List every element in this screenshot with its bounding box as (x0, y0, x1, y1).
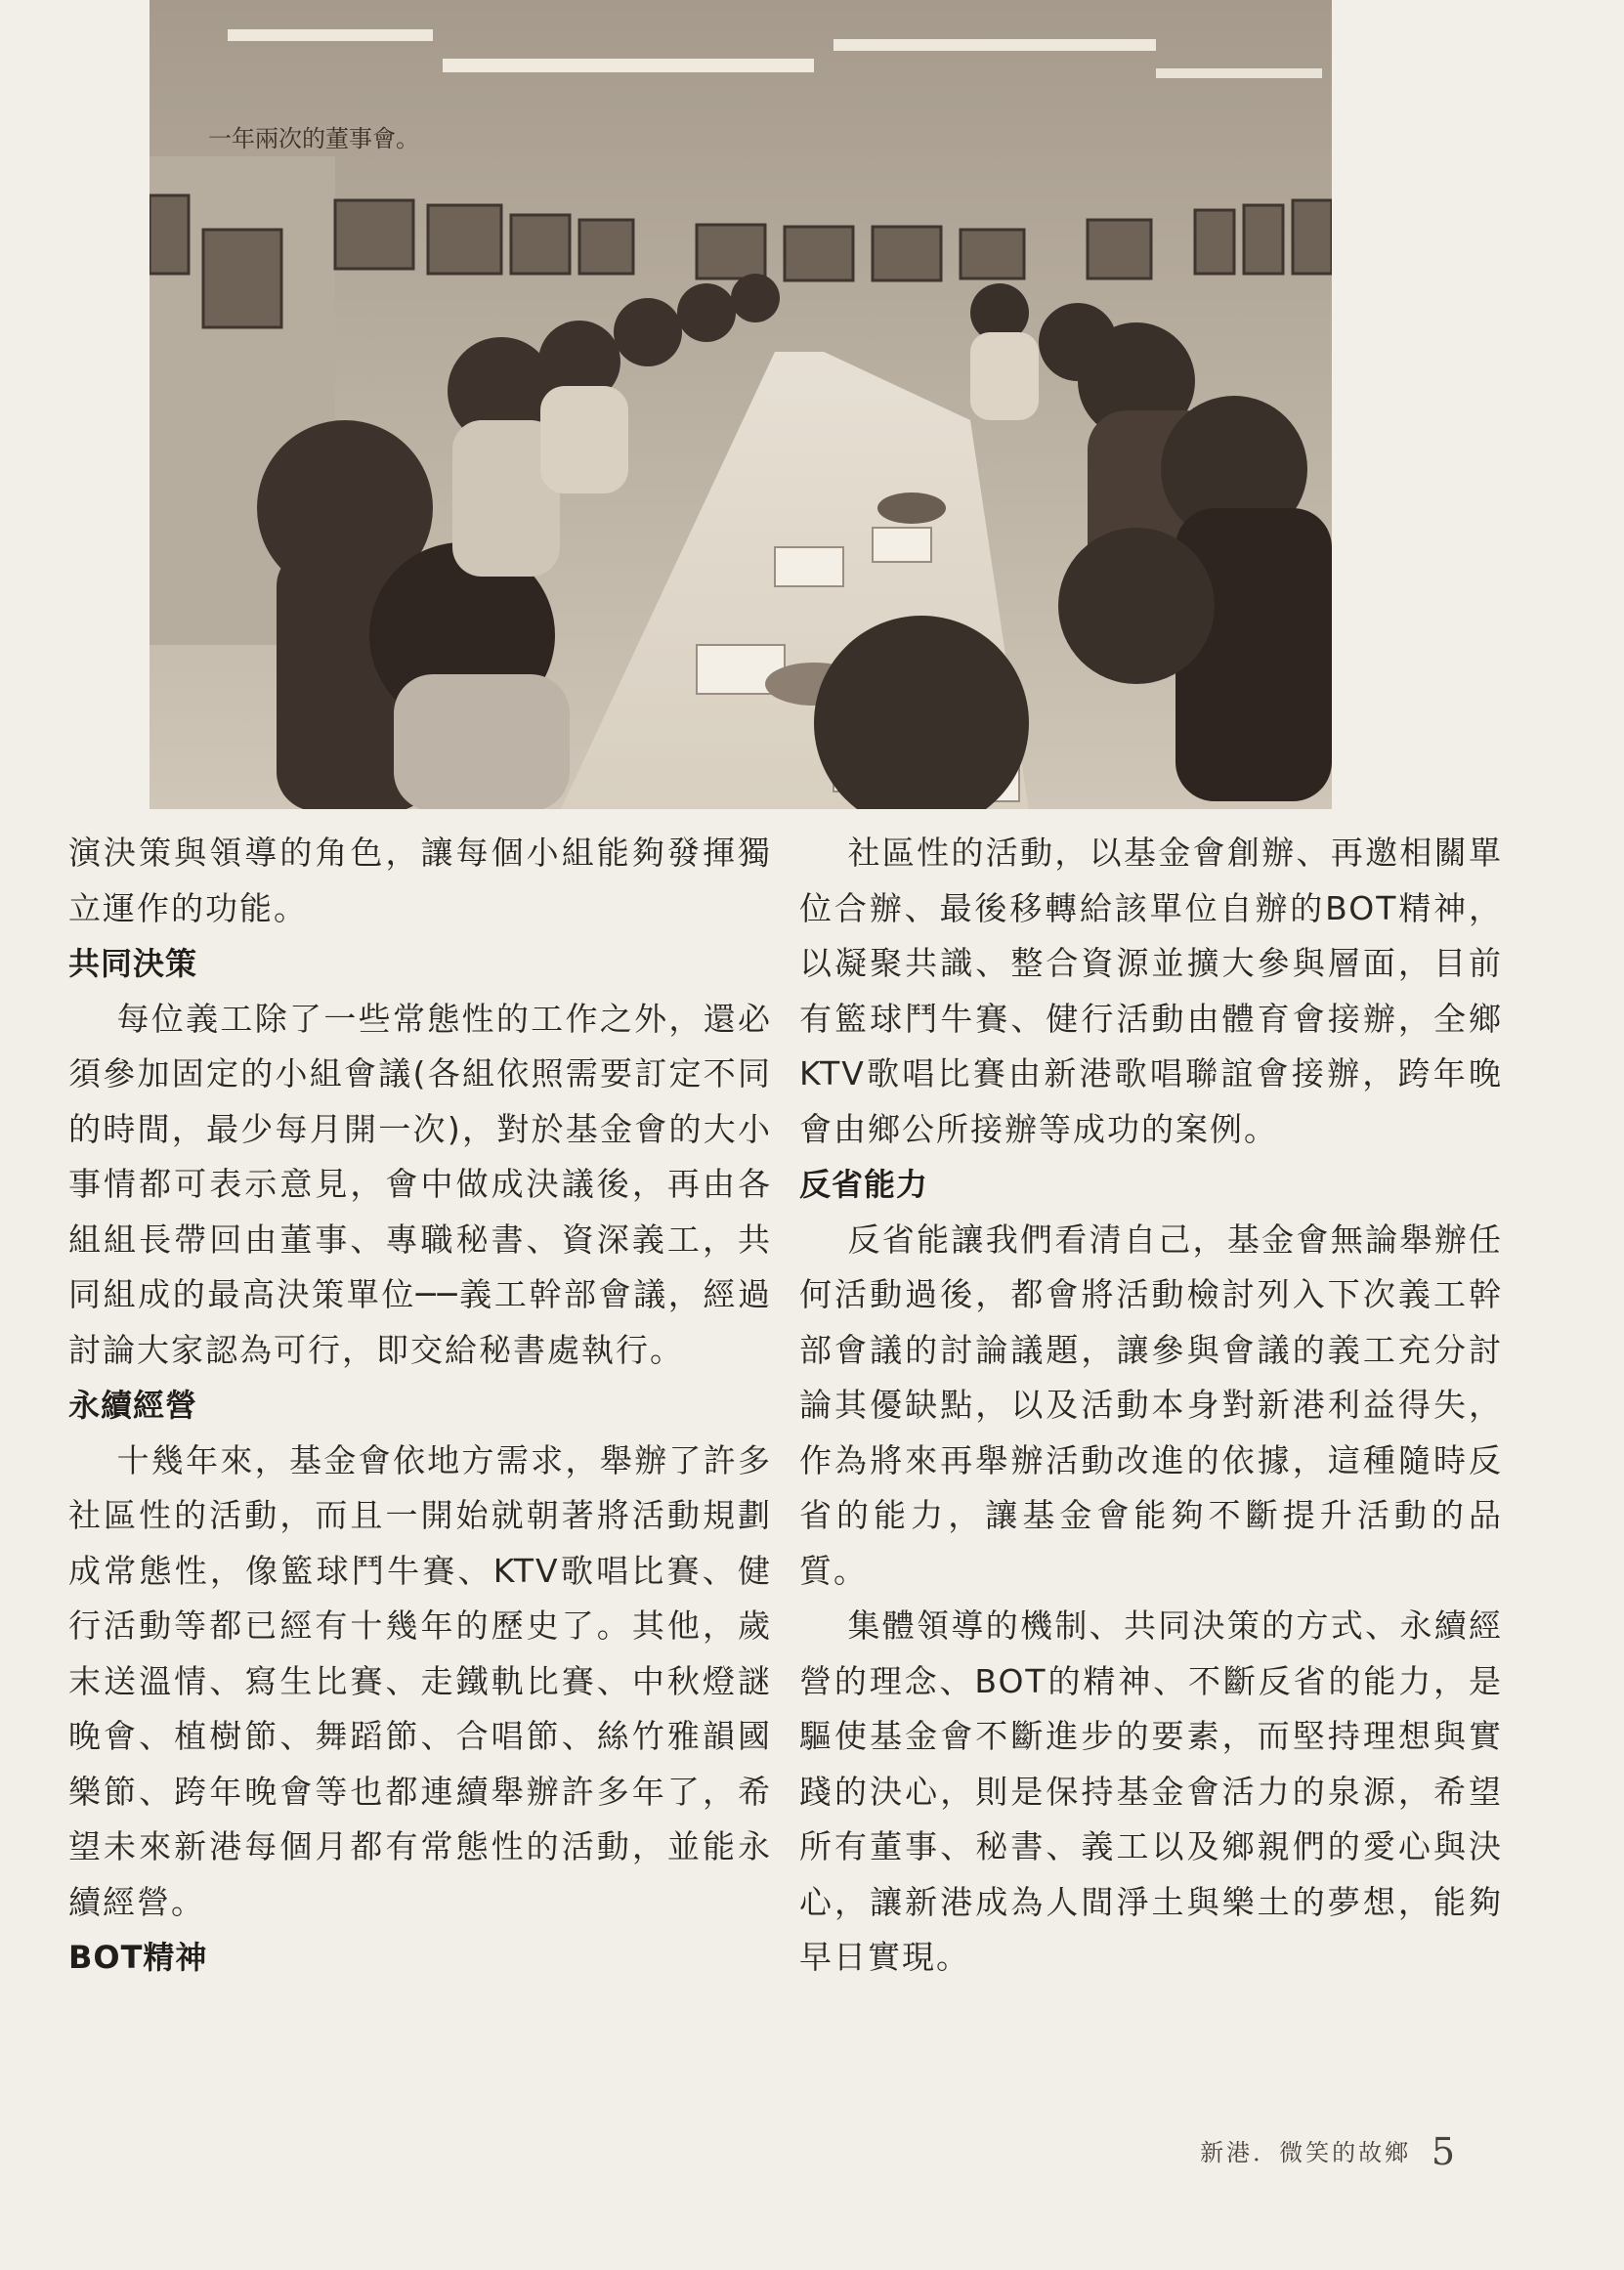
paragraph: 每位義工除了一些常態性的工作之外，還必須參加固定的小組會議(各組依照需要訂定不同的時間，最少每月開一次)，對於基金會的大小事情都可表示意見，會中做成決議後，再由各組組長帶回由董事、專職秘書、資深義工，共同組成的最高決策單位──義工幹部會議，經過討論大家認為可行，即交給秘書處執行。 (68, 999, 772, 1369)
paragraph: 十幾年來，基金會依地方需求，舉辦了許多社區性的活動，而且一開始就朝著將活動規劃成常態性，像籃球鬥牛賽、KTV歌唱比賽、健行活動等都已經有十幾年的歷史了。其他，歲末送溫情、寫生比賽、走鐵軌比賽、中秋燈謎晚會、植樹節、舞蹈節、合唱節、絲竹雅韻國樂節、跨年晚會等也都連續舉辦許多年了，希望未來新港每個月都有常態性的活動，並能永續經營。 (68, 1440, 772, 1921)
meeting-photo (150, 0, 1332, 809)
paragraph: 演決策與領導的角色，讓每個小組能夠發揮獨立運作的功能。 (68, 834, 772, 927)
photo-caption: 一年兩次的董事會。 (208, 125, 419, 152)
section-heading: BOT精神 (68, 1939, 208, 1976)
section-heading: 共同決策 (68, 945, 198, 982)
paragraph: 集體領導的機制、共同決策的方式、永續經營的理念、BOT的精神、不斷反省的能力，是驅使基金會不斷進步的要素，而堅持理想與實踐的決心，則是保持基金會活力的泉源，希望所有董事、秘書、義工以及鄉親們的愛心與決心，讓新港成為人間淨土與樂土的夢想，能夠早日實現。 (799, 1606, 1503, 1976)
paragraph: 反省能讓我們看清自己，基金會無論舉辦任何活動過後，都會將活動檢討列入下次義工幹部會議的討論議題，讓參與會議的義工充分討論其優缺點，以及活動本身對新港利益得失，作為將來再舉辦活動改進的依據，這種隨時反省的能力，讓基金會能夠不斷提升活動的品質。 (799, 1220, 1503, 1590)
footer-title: 新港．微笑的故鄉 (1200, 2139, 1412, 2166)
section-heading: 反省能力 (799, 1166, 929, 1203)
section-heading: 永續經營 (68, 1387, 198, 1424)
paragraph: 社區性的活動，以基金會創辦、再邀相關單位合辦、最後移轉給該單位自辦的BOT精神，以凝聚共識、整合資源並擴大參與層面，目前有籃球鬥牛賽、健行活動由體育會接辦，全鄉KTV歌唱比賽由新港歌唱聯誼會接辦，跨年晚會由鄉公所接辦等成功的案例。 (799, 834, 1503, 1148)
meeting-photo-image (150, 0, 1332, 809)
page-footer (1200, 2130, 1458, 2173)
left-column (68, 826, 772, 1986)
page-number: 5 (1431, 2130, 1458, 2173)
right-column (799, 826, 1503, 1986)
